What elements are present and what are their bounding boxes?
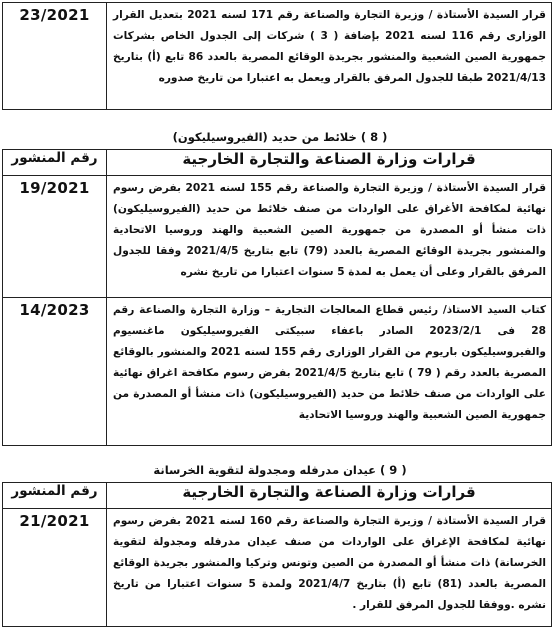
publication-number: 21/2021: [19, 512, 90, 530]
decision-text: كتاب السيد الاستاذ/ رئيس قطاع المعالجات التجارية – وزارة التجارة والصناعة رقم 28 فى 2023/2/1 الصادر باعفاء سبيكتى الفيروسيليكون ماغنسيوم والفيروسيليكون باريوم من القرار الوزارى رقم 155 لسنه 2021 والمنشور بالوقائع المصرية بالعدد رقم ( 79 ) تابع بتاريخ 2021/4/5 بفرض رسوم مكافحة اغراق نهائية على الواردات من صنف خلائط من حديد (الفيروسيليكون) ذات منشأ أو المصدرة من جمهورية الصين الشعبية والهند وروسيا الاتحادية: [113, 304, 547, 421]
publication-number: 23/2021: [19, 6, 90, 24]
top-table: [2, 2, 552, 110]
section-9-title: ( 9 ) عيدان مدرفله ومجدولة لتقوية الخرسانة: [153, 463, 407, 477]
number-cell: [3, 298, 107, 446]
section-9-table: [2, 482, 552, 627]
decision-cell: [107, 298, 552, 446]
publication-number: 14/2023: [19, 301, 90, 319]
decision-cell: [107, 176, 552, 298]
table-header-row: [3, 483, 552, 509]
table-row: [3, 3, 552, 110]
decision-text: قرار السيدة الأستاذة / وزيرة التجارة والصناعة رقم 160 لسنه 2021 بفرض رسوم نهائية لمكافحة الإغراق على الواردات من صنف عيدان مدرفله ومجدولة لتقوية الخرسانة) ذات منشأ أو المصدرة من الصين وتونس وتركيا والمنشور بجريدة الوقائع المصرية بالعدد (81) تابع (أ) بتاريخ 2021/4/7 ولمدة 5 سنوات اعتبارا من تاريخ نشره .ووفقا للجدول المرفق للقرار .: [113, 515, 547, 611]
decision-cell: [107, 509, 552, 627]
decision-cell: [107, 3, 552, 110]
table-row: [3, 298, 552, 446]
header-number: رقم المنشور: [3, 483, 107, 509]
header-decisions: قرارات وزارة الصناعة والتجارة الخارجية: [107, 483, 552, 509]
number-cell: [3, 509, 107, 627]
header-decisions: قرارات وزارة الصناعة والتجارة الخارجية: [107, 150, 552, 176]
decision-text: قرار السيدة الأستاذة / وزيرة التجارة والصناعة رقم 171 لسنه 2021 بتعديل القرار الوزارى رقم 116 لسنه 2021 بإضافة ( 3 ) شركات إلى الجدول الخاص بشركات جمهورية الصين الشعبية والمنشور بجريدة الوقائع المصرية بالعدد 86 تابع (أ) بتاريخ 2021/4/13 طبقا للجدول المرفق بالقرار ويعمل به اعتبارا من تاريخ صدوره: [113, 9, 546, 84]
section-8-table: [2, 149, 552, 446]
table-header-row: [3, 150, 552, 176]
number-cell: [3, 3, 107, 110]
decision-text: قرار السيدة الأستاذة / وزيرة التجارة والصناعة رقم 155 لسنه 2021 بفرض رسوم نهائية لمكافحة الأغراق على الواردات من صنف خلائط من حديد (الفيروسيليكون) ذات منشأ أو المصدرة من جمهورية الصين الشعبية والهند وروسيا الاتحادية والمنشور بجريدة الوقائع المصرية بالعدد (79) تابع بتاريخ 2021/4/5 وفقا للجدول المرفق بالقرار وعلى أن يعمل به لمدة 5 سنوات اعتبارا من تاريخ نشره: [113, 182, 547, 278]
publication-number: 19/2021: [19, 179, 90, 197]
header-number: رقم المنشور: [3, 150, 107, 176]
number-cell: [3, 176, 107, 298]
table-row: [3, 509, 552, 627]
section-8-title: ( 8 ) خلائط من حديد (الفيروسيليكون): [172, 130, 388, 144]
table-row: [3, 176, 552, 298]
